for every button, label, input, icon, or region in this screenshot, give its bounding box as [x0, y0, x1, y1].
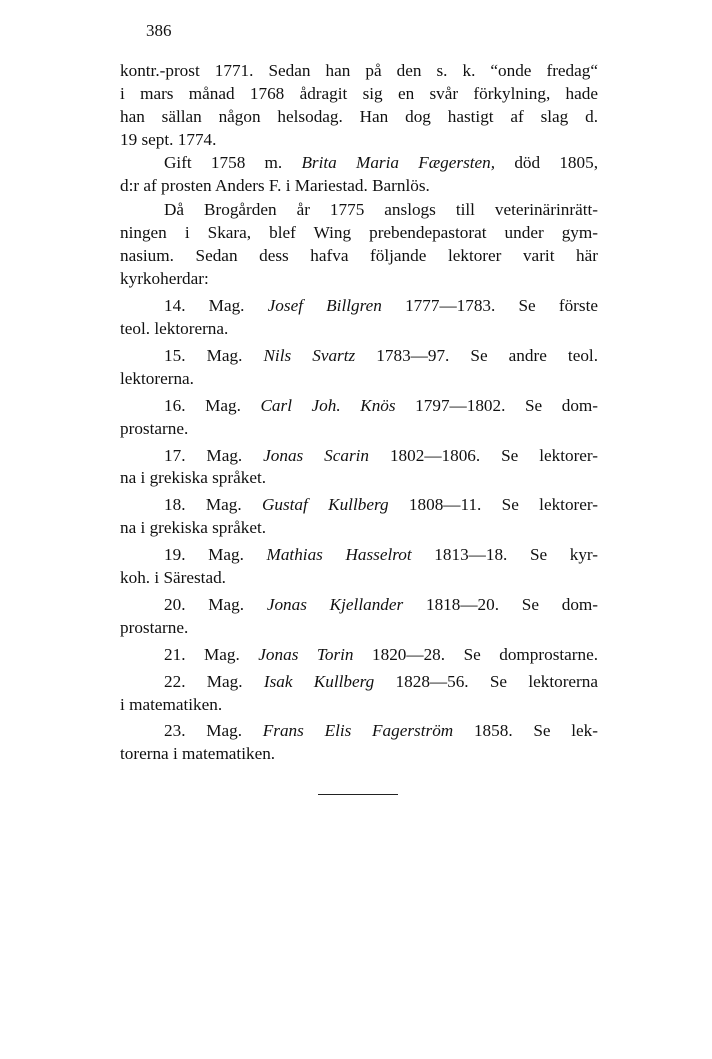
entry-name: Jonas Kjellander [266, 594, 404, 614]
entry-note-continued: prostarne. [120, 617, 189, 637]
text-line [120, 152, 598, 175]
entry-number: 22. [164, 671, 186, 691]
entry-years: 1818—20. [425, 594, 500, 614]
entry-name: Nils Svartz [263, 345, 356, 365]
text-line: kyrkoherdar: [120, 269, 209, 289]
entry-first-line [120, 644, 598, 667]
intro-paragraph [120, 60, 598, 152]
entry-note: Se förste [518, 296, 598, 316]
entry-years: 1808—11. [408, 495, 482, 515]
brogarden-paragraph [120, 199, 598, 291]
entry-years: 1828—56. [395, 671, 469, 691]
list-item [120, 295, 598, 341]
entry-years: 1813—18. [434, 545, 508, 565]
entry-name: Jonas Scarin [263, 445, 370, 465]
list-item [120, 445, 598, 491]
entry-number: 16. [164, 395, 186, 415]
entry-years: 1802—1806. [389, 445, 481, 465]
end-rule [318, 794, 398, 795]
list-item [120, 544, 598, 590]
marriage-lead: Gift 1758 m. [164, 152, 302, 172]
entry-first-line [120, 395, 598, 418]
entry-title: Mag. [206, 671, 243, 691]
list-item [120, 395, 598, 441]
entry-name: Frans Elis Fagerström [262, 721, 454, 741]
entry-number: 19. [164, 545, 186, 565]
entry-note-continued: lektorerna. [120, 368, 194, 388]
entry-first-line [120, 494, 598, 517]
entry-first-line [120, 594, 598, 617]
entry-note: Se lektorerna [489, 671, 598, 691]
entry-note-continued: koh. i Särestad. [120, 568, 226, 588]
entry-number: 23. [164, 721, 186, 741]
entry-years: 1858. [473, 721, 513, 741]
entry-number: 20. [164, 594, 186, 614]
entry-title: Mag. [206, 345, 243, 365]
text-line: 19 sept. 1774. [120, 129, 217, 149]
entry-title: Mag. [208, 594, 245, 614]
marriage-paragraph [120, 152, 598, 198]
body-text [120, 60, 598, 766]
entry-title: Mag. [208, 296, 245, 316]
list-item [120, 720, 598, 766]
entry-number: 14. [164, 296, 186, 316]
entry-note-continued: i matematiken. [120, 694, 223, 714]
text-line: kontr.-prost 1771. Sedan han på den s. k. “onde fredag“ [120, 61, 598, 80]
entry-name: Gustaf Kullberg [261, 495, 389, 515]
entry-note: Se dom- [524, 395, 599, 415]
entry-note-continued: teol. lektorerna. [120, 318, 229, 338]
entry-first-line [120, 544, 598, 567]
entry-name: Mathias Hasselrot [266, 545, 412, 565]
text-line: Då Brogården år 1775 anslogs till veterinärinrätt- [164, 200, 598, 220]
page-number: 386 [146, 21, 172, 40]
text-line: i mars månad 1768 ådragit sig en svår förkylning, hade [120, 83, 598, 103]
entry-number: 21. [164, 644, 186, 664]
entry-note: Se lektorer- [501, 495, 599, 515]
entry-note: Se domprostarne. [463, 644, 599, 664]
list-item [120, 494, 598, 540]
entry-name: Carl Joh. Knös [260, 395, 396, 415]
entry-note-continued: na i grekiska språket. [120, 468, 267, 488]
entry-first-line [120, 445, 598, 468]
entry-first-line [120, 345, 598, 368]
entry-title: Mag. [206, 445, 243, 465]
entry-title: Mag. [205, 395, 241, 415]
entry-name: Josef Billgren [267, 296, 382, 316]
marriage-rest: död 1805, [495, 152, 598, 172]
spouse-name: Brita Maria Fægersten, [301, 152, 496, 172]
entry-first-line [120, 295, 598, 318]
text-line: ningen i Skara, blef Wing prebendepastorat under gym- [120, 223, 598, 243]
list-item [120, 671, 598, 717]
entry-title: Mag. [206, 721, 243, 741]
entry-note: Se kyr- [529, 545, 599, 565]
list-item [120, 345, 598, 391]
entry-note: Se andre teol. [470, 345, 598, 365]
list-item [120, 644, 598, 667]
entry-title: Mag. [203, 644, 240, 664]
entry-years: 1783—97. [376, 345, 450, 365]
entry-name: Isak Kullberg [263, 671, 375, 691]
entry-name: Jonas Torin [258, 644, 354, 664]
entry-first-line [120, 720, 598, 743]
entry-number: 17. [164, 445, 186, 465]
text-line: d:r af prosten Anders F. i Mariestad. Barnlös. [120, 175, 430, 195]
entry-number: 18. [164, 495, 186, 515]
list-item [120, 594, 598, 640]
entry-first-line [120, 671, 598, 694]
entry-note-continued: prostarne. [120, 418, 189, 438]
entry-years: 1777—1783. [405, 296, 496, 316]
entry-note: Se lektorer- [501, 445, 599, 465]
entry-note-continued: torerna i matematiken. [120, 744, 276, 764]
entry-note-continued: na i grekiska språket. [120, 518, 267, 538]
entry-title: Mag. [205, 495, 242, 515]
entry-years: 1820—28. [372, 644, 446, 664]
text-line: han sällan någon helsodag. Han dog hastigt af slag d. [120, 106, 598, 126]
entry-years: 1797—1802. [415, 395, 506, 415]
entry-note: Se dom- [521, 594, 599, 614]
entry-number: 15. [164, 345, 186, 365]
text-line: nasium. Sedan dess hafva följande lektorer varit här [120, 246, 598, 266]
entry-note: Se lek- [533, 721, 598, 741]
entry-title: Mag. [208, 545, 244, 565]
